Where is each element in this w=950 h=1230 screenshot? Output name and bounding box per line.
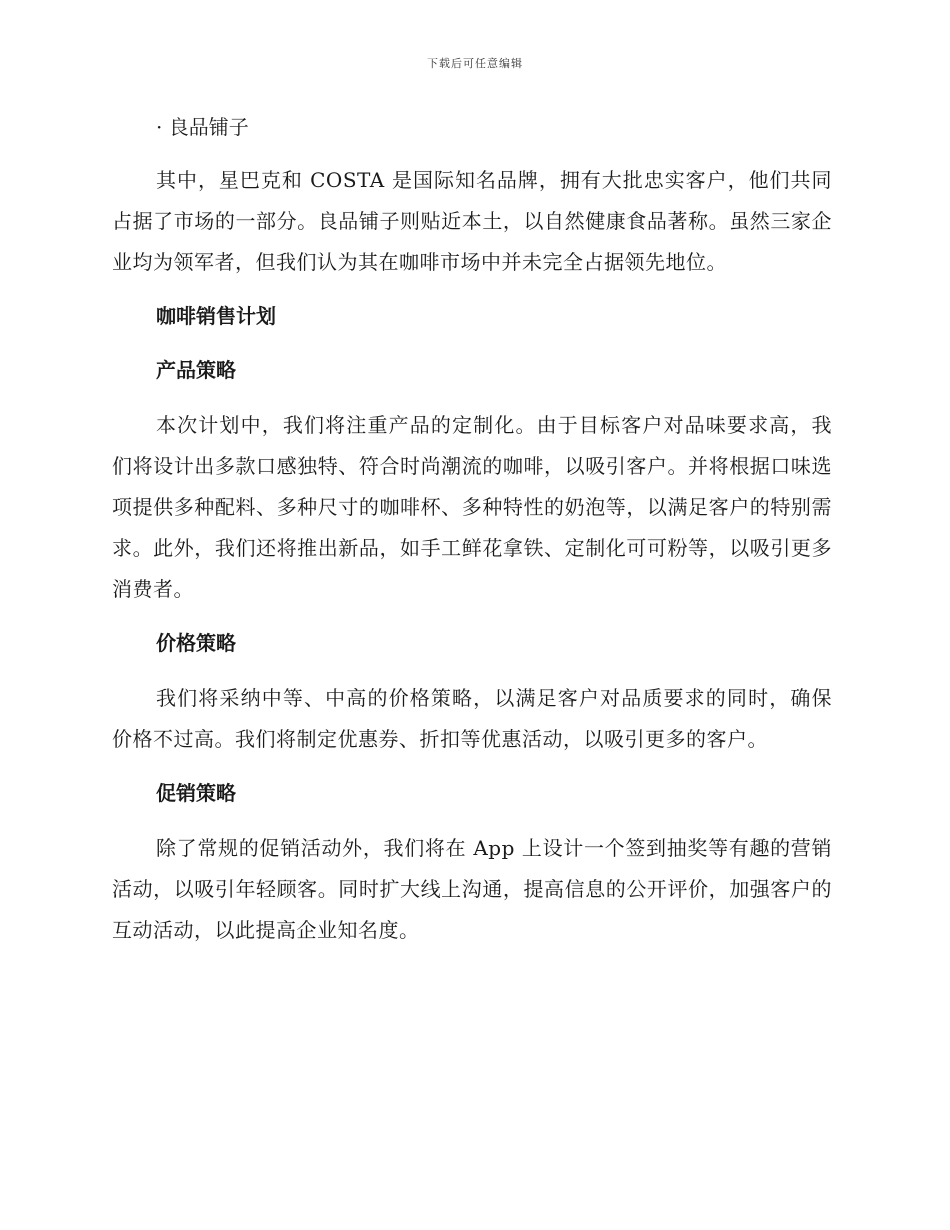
bullet-item: · 良品铺子	[156, 115, 249, 139]
promotion-strategy-paragraph: 除了常规的促销活动外，我们将在 App 上设计一个签到抽奖等有趣的营销活动，以吸引年轻顾客。同时扩大线上沟通，提高信息的公开评价，加强客户的互动活动，以此提高企业知名度。	[112, 836, 832, 942]
product-strategy-paragraph: 本次计划中，我们将注重产品的定制化。由于目标客户对品味要求高，我们将设计出多款口感独特、符合时尚潮流的咖啡，以吸引客户。并将根据口味选项提供多种配料、多种尺寸的咖啡杯、多种特性的奶泡等，以满足客户的特别需求。此外，我们还将推出新品，如手工鲜花拿铁、定制化可可粉等，以吸引更多消费者。	[112, 413, 832, 601]
section-title: 咖啡销售计划	[156, 304, 276, 328]
product-strategy-heading: 产品策略	[156, 358, 236, 382]
promotion-strategy-heading: 促销策略	[156, 781, 236, 805]
document-body	[112, 108, 832, 965]
price-strategy-heading: 价格策略	[156, 631, 236, 655]
price-strategy-paragraph: 我们将采纳中等、中高的价格策略，以满足客户对品质要求的同时，确保价格不过高。我们将制定优惠券、折扣等优惠活动，以吸引更多的客户。	[112, 686, 832, 751]
intro-paragraph: 其中，星巴克和 COSTA 是国际知名品牌，拥有大批忠实客户，他们共同占据了市场的一部分。良品铺子则贴近本土，以自然健康食品著称。虽然三家企业均为领军者，但我们认为其在咖啡市场中并未完全占据领先地位。	[112, 168, 832, 274]
page-header: 下载后可任意编辑	[427, 57, 523, 70]
